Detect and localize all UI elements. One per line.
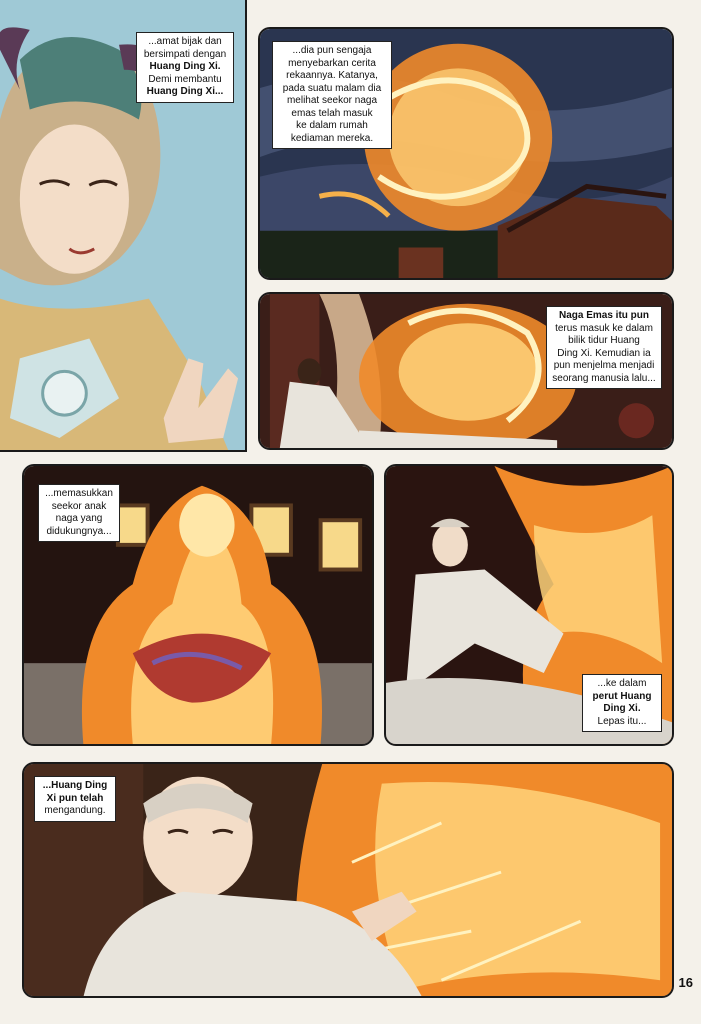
panel-6-art bbox=[24, 764, 672, 996]
caption-line: terus masuk ke dalam bbox=[555, 322, 653, 334]
caption-line: pada suatu malam dia bbox=[282, 82, 382, 94]
caption-line: ...Huang Ding bbox=[42, 780, 108, 791]
caption-line: emas telah masuk bbox=[291, 107, 373, 119]
caption-line: ...dia pun sengaja bbox=[292, 45, 372, 56]
caption-line: pun menjelma menjadi bbox=[553, 360, 655, 371]
caption-3 bbox=[546, 306, 662, 389]
caption-line: naga yang bbox=[55, 513, 103, 524]
panel-1 bbox=[0, 0, 247, 452]
caption-line: Ding Xi. Kemudian ia bbox=[557, 347, 651, 359]
caption-line: mengandung. bbox=[44, 805, 106, 816]
panel-5 bbox=[384, 464, 674, 746]
caption-line: Xi pun telah bbox=[46, 792, 104, 804]
caption-line: Ding Xi. bbox=[603, 703, 641, 714]
panel-4 bbox=[22, 464, 374, 746]
caption-line: seorang manusia lalu... bbox=[552, 372, 656, 384]
caption-line: bersimpati dengan bbox=[143, 48, 227, 60]
caption-line: didukungnya... bbox=[46, 525, 112, 537]
caption-2 bbox=[272, 41, 392, 149]
caption-line: ke dalam rumah bbox=[296, 120, 368, 131]
caption-line: seekor anak bbox=[51, 500, 107, 512]
caption-5 bbox=[582, 674, 662, 732]
caption-line: rekaannya. Katanya, bbox=[286, 70, 378, 81]
caption-line: Huang Ding Xi... bbox=[146, 86, 224, 97]
panel-6 bbox=[22, 762, 674, 998]
page-number: 16 bbox=[678, 975, 693, 990]
caption-6 bbox=[34, 776, 116, 822]
caption-line: perut Huang bbox=[592, 690, 652, 702]
caption-line: menyebarkan cerita bbox=[288, 57, 376, 69]
caption-line: bilik tidur Huang bbox=[568, 335, 640, 346]
caption-line-text: Naga Emas itu pun bbox=[558, 310, 649, 321]
caption-line: ...ke dalam bbox=[597, 678, 647, 689]
caption-1 bbox=[136, 32, 234, 103]
caption-line: kediaman mereka. bbox=[290, 132, 374, 144]
panel-2 bbox=[258, 27, 674, 280]
caption-line: ...memasukkan bbox=[45, 488, 113, 499]
caption-line: Lepas itu... bbox=[597, 715, 647, 727]
caption-line: melihat seekor naga bbox=[286, 95, 378, 106]
panel-3 bbox=[258, 292, 674, 450]
caption-line: Demi membantu bbox=[148, 73, 222, 85]
caption-4 bbox=[38, 484, 120, 542]
caption-line: ...amat bijak dan bbox=[148, 36, 222, 47]
caption-line: Huang Ding Xi. bbox=[149, 61, 221, 72]
caption-line bbox=[552, 310, 656, 323]
